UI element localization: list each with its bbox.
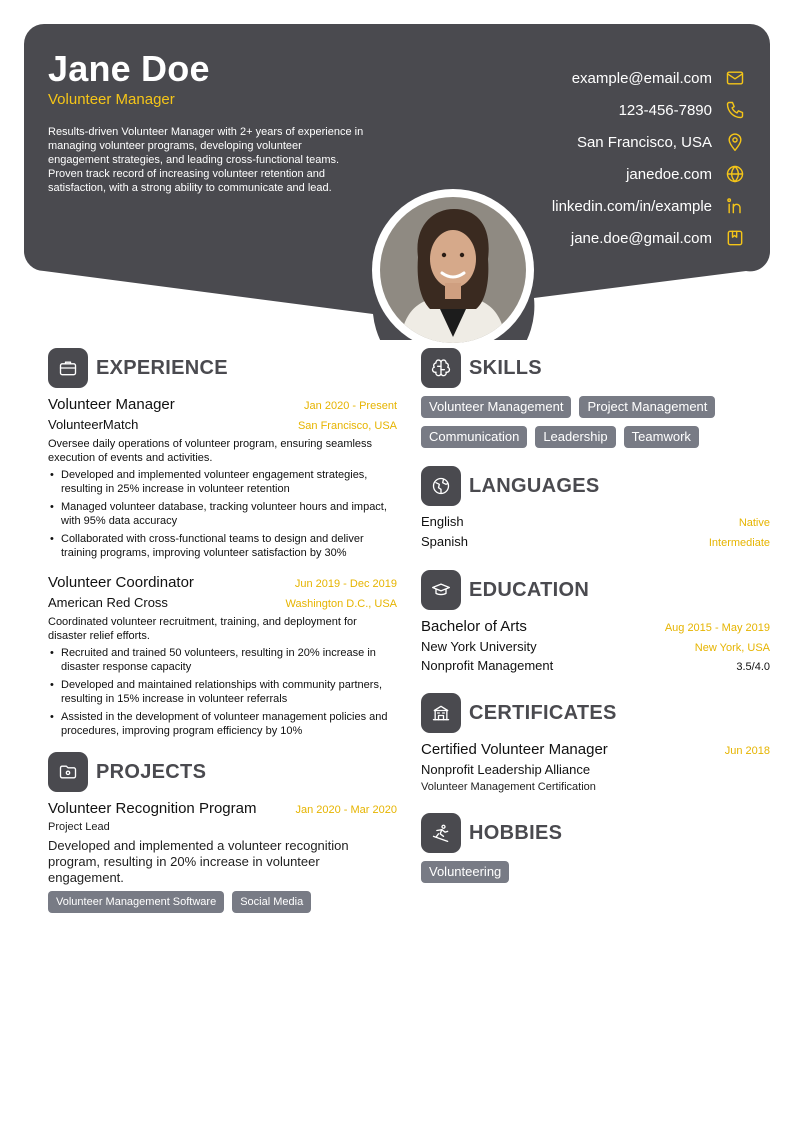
linkedin-icon — [724, 195, 746, 217]
contact-location — [426, 126, 746, 158]
project-tags — [48, 891, 397, 913]
achievement-item: • Assisted in the development of volunteer management policies and procedures, improving program efficiency by 10% — [48, 710, 397, 738]
field-of-study: Nonprofit Management — [421, 658, 554, 673]
contact-linkedin-text[interactable]: linkedin.com/in/example — [551, 197, 712, 215]
mail-icon — [724, 67, 746, 89]
bookmark-icon — [724, 227, 746, 249]
project-date: Jan 2020 - Mar 2020 — [295, 804, 397, 816]
language-globe-icon — [421, 466, 461, 506]
languages-heading: LANGUAGES — [469, 474, 600, 497]
achievement-item: • Recruited and trained 50 volunteers, resulting in 20% increase in disaster response capacity — [48, 646, 397, 674]
graduation-cap-icon — [421, 570, 461, 610]
institution-icon — [421, 693, 461, 733]
language-name: English — [421, 514, 464, 529]
certificate-description: Volunteer Management Certification — [421, 781, 596, 793]
language-name: Spanish — [421, 534, 468, 549]
achievement-item: • Developed and implemented volunteer engagement strategies, resulting in 25% increase in volunteer retention — [48, 468, 397, 496]
job-date: Jan 2020 - Present — [304, 400, 397, 412]
certificate-name: Certified Volunteer Manager — [421, 741, 608, 758]
skill-tag: Leadership — [535, 426, 615, 448]
project-role: Project Lead — [48, 821, 110, 833]
skill-tag: Teamwork — [624, 426, 699, 448]
job-company: American Red Cross — [48, 595, 168, 610]
job-title: Volunteer Coordinator — [48, 574, 194, 591]
education-heading: EDUCATION — [469, 578, 590, 601]
contact-email-text[interactable]: example@email.com — [571, 69, 712, 87]
project-title: Volunteer Recognition Program — [48, 800, 257, 817]
languages-section — [421, 466, 770, 554]
contact-website[interactable] — [426, 158, 746, 190]
language-item — [421, 534, 770, 554]
globe-icon — [724, 163, 746, 185]
experience-section — [48, 348, 397, 738]
skill-tag: Volunteer Management — [421, 396, 571, 418]
skill-tag: Project Management — [579, 396, 715, 418]
phone-icon — [724, 99, 746, 121]
degree-title: Bachelor of Arts — [421, 618, 527, 635]
folder-icon — [48, 752, 88, 792]
skier-icon — [421, 813, 461, 853]
projects-section — [48, 752, 397, 913]
job-description: Coordinated volunteer recruitment, training, and deployment for disaster relief efforts. — [48, 616, 357, 642]
achievement-item: • Managed volunteer database, tracking volunteer hours and impact, with 95% data accuracy — [48, 500, 397, 528]
profile-photo — [380, 197, 526, 343]
certificate-issuer: Nonprofit Leadership Alliance — [421, 762, 591, 777]
certificate-date: Jun 2018 — [724, 745, 770, 757]
skills-section — [421, 348, 770, 448]
skills-heading: SKILLS — [469, 356, 542, 379]
job-achievements — [48, 468, 397, 560]
briefcase-icon — [48, 348, 88, 388]
hobbies-heading: HOBBIES — [469, 821, 563, 844]
contact-phone[interactable] — [426, 94, 746, 126]
profile-summary: Results-driven Volunteer Manager with 2+ years of experience in managing volunteer programs, developing volunteer engagement strategies, and leading cross-functional teams. Proven track record of increasing volunteer retention and satisfaction, with a strong ability to communicate and lead. — [48, 126, 364, 194]
project-item — [48, 800, 397, 913]
skill-tag: Communication — [421, 426, 527, 448]
location-pin-icon — [724, 131, 746, 153]
hobby-tag: Volunteering — [421, 861, 509, 883]
right-column — [421, 348, 770, 883]
job-location: San Francisco, USA — [297, 420, 397, 432]
experience-heading: EXPERIENCE — [96, 356, 228, 379]
candidate-name: Jane Doe — [48, 48, 210, 89]
contact-secondary-email-text[interactable]: jane.doe@gmail.com — [570, 229, 712, 247]
language-level: Intermediate — [708, 537, 770, 549]
job-achievements — [48, 646, 397, 738]
gpa: 3.5/4.0 — [736, 661, 770, 673]
project-tag: Volunteer Management Software — [48, 891, 224, 913]
school-location: New York, USA — [694, 642, 770, 654]
contact-phone-text[interactable]: 123-456-7890 — [618, 101, 712, 119]
contact-email[interactable] — [426, 62, 746, 94]
contact-location-text: San Francisco, USA — [576, 133, 712, 151]
job-location: Washington D.C., USA — [285, 598, 397, 610]
profile-photo-frame — [372, 189, 534, 351]
education-date: Aug 2015 - May 2019 — [664, 622, 770, 634]
hobby-tags — [421, 861, 770, 883]
job-company: VolunteerMatch — [48, 417, 139, 432]
achievement-item: • Developed and maintained relationships with community partners, resulting in 15% increase in volunteer referrals — [48, 678, 397, 706]
brain-icon — [421, 348, 461, 388]
certificates-heading: CERTIFICATES — [469, 701, 617, 724]
education-section — [421, 570, 770, 673]
certificates-section — [421, 693, 770, 793]
school-name: New York University — [421, 639, 537, 654]
language-item — [421, 514, 770, 534]
experience-item — [48, 574, 397, 738]
achievement-item: • Collaborated with cross-functional teams to design and deliver training programs, improving volunteer satisfaction by 30% — [48, 532, 397, 560]
job-date: Jun 2019 - Dec 2019 — [294, 578, 397, 590]
job-description: Oversee daily operations of volunteer program, ensuring seamless execution of events and activities. — [48, 438, 373, 464]
language-level: Native — [738, 517, 770, 529]
left-column — [48, 348, 397, 923]
contact-website-text[interactable]: janedoe.com — [626, 165, 712, 183]
hobbies-section — [421, 813, 770, 883]
skills-tags — [421, 396, 770, 448]
project-tag: Social Media — [232, 891, 311, 913]
candidate-role: Volunteer Manager — [48, 91, 175, 108]
projects-heading: PROJECTS — [96, 760, 207, 783]
job-title: Volunteer Manager — [48, 396, 175, 413]
project-description: Developed and implemented a volunteer recognition program, resulting in 20% increase in volunteer engagement. — [48, 838, 349, 885]
experience-item — [48, 396, 397, 560]
